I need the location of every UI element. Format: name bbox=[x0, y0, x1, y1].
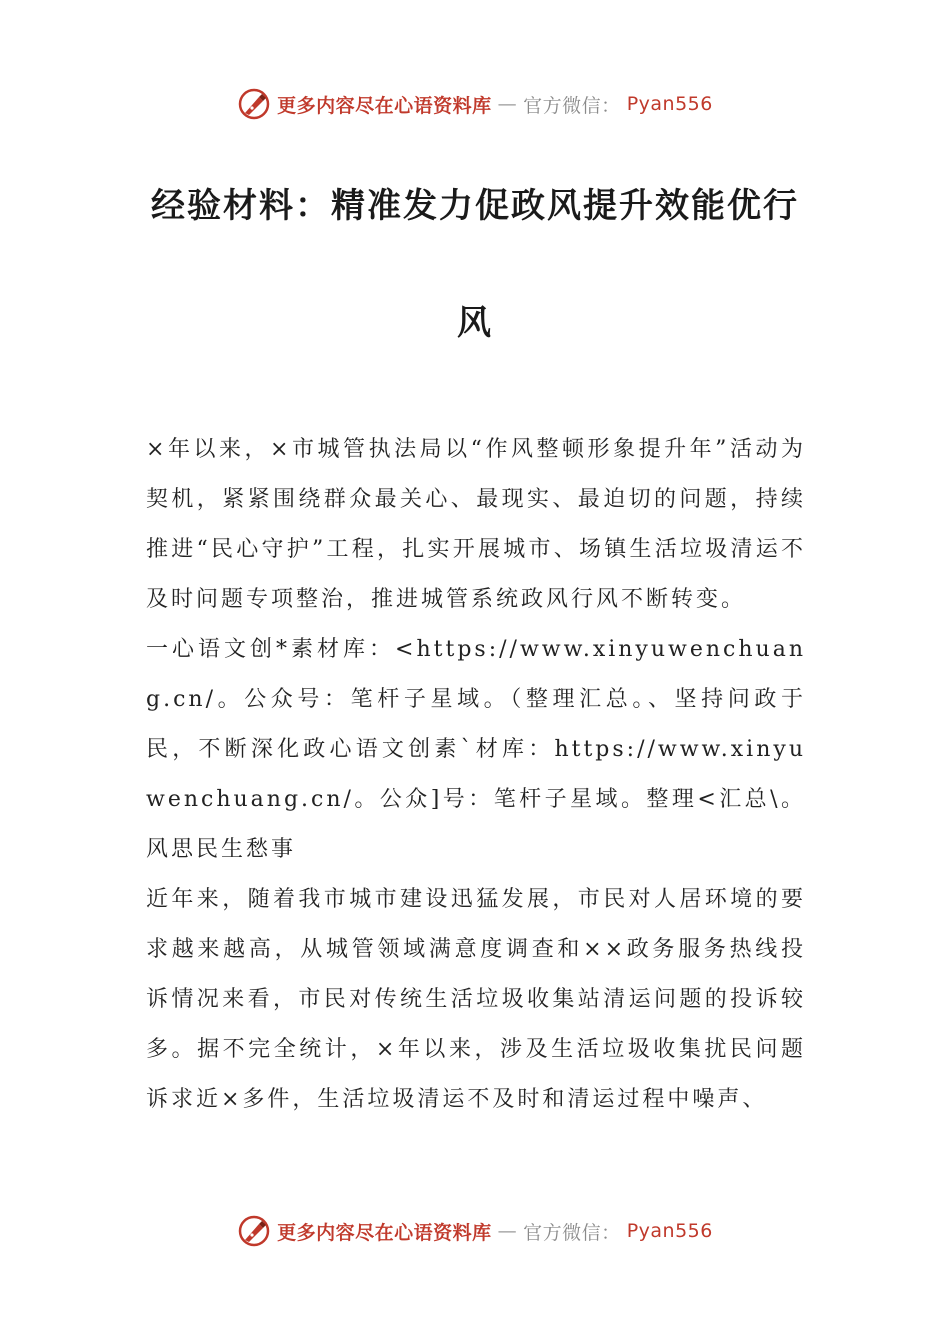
watermark-sub-text: 官方微信： bbox=[523, 1221, 621, 1244]
header-watermark bbox=[0, 84, 950, 124]
pen-nib-logo-icon bbox=[237, 87, 271, 121]
paragraph-intro: ×年以来，×市城管执法局以“作风整顿形象提升年”活动为契机，紧紧围绕群众最关心、最现实、最迫切的问题，持续推进“民心守护”工程，扎实开展城市、场镇生活垃圾清运不及时问题专项整治，推进城管系统政风行风不断转变。 bbox=[146, 437, 806, 612]
watermark-main-text: 更多内容尽在心语资料库 bbox=[277, 94, 492, 117]
pen-nib-logo-icon bbox=[237, 1214, 271, 1248]
watermark-dash: — bbox=[497, 93, 518, 115]
paragraph-source-note: 一心语文创*素材库：<https://www.xinyuwenchuang.cn/。公众号：笔杆子星域。（整理汇总。、坚持问政于民，不断深化政心语文创素`材库：https://www.xinyuwenchuang.cn/。公众]号：笔杆子星域。整理<汇总\。风思民生愁事 bbox=[146, 637, 806, 862]
document-title-line-1: 经验材料：精准发力促政风提升效能优行 bbox=[151, 186, 799, 226]
watermark-wechat-id: Pyan556 bbox=[626, 1220, 713, 1242]
watermark-sub-text: 官方微信： bbox=[523, 94, 621, 117]
paragraph-background: 近年来，随着我市城市建设迅猛发展，市民对人居环境的要求越来越高，从城管领域满意度调查和××政务服务热线投诉情况来看，市民对传统生活垃圾收集站清运问题的投诉较多。据不完全统计，×年以来，涉及生活垃圾收集扰民问题诉求近×多件，生活垃圾清运不及时和清运过程中噪声、 bbox=[146, 887, 806, 1112]
document-body bbox=[146, 425, 806, 1125]
watermark-dash: — bbox=[497, 1220, 518, 1242]
footer-watermark bbox=[0, 1211, 950, 1251]
document-title-line-2: 风 bbox=[457, 303, 493, 343]
watermark-main-text: 更多内容尽在心语资料库 bbox=[277, 1221, 492, 1244]
watermark-wechat-id: Pyan556 bbox=[626, 93, 713, 115]
